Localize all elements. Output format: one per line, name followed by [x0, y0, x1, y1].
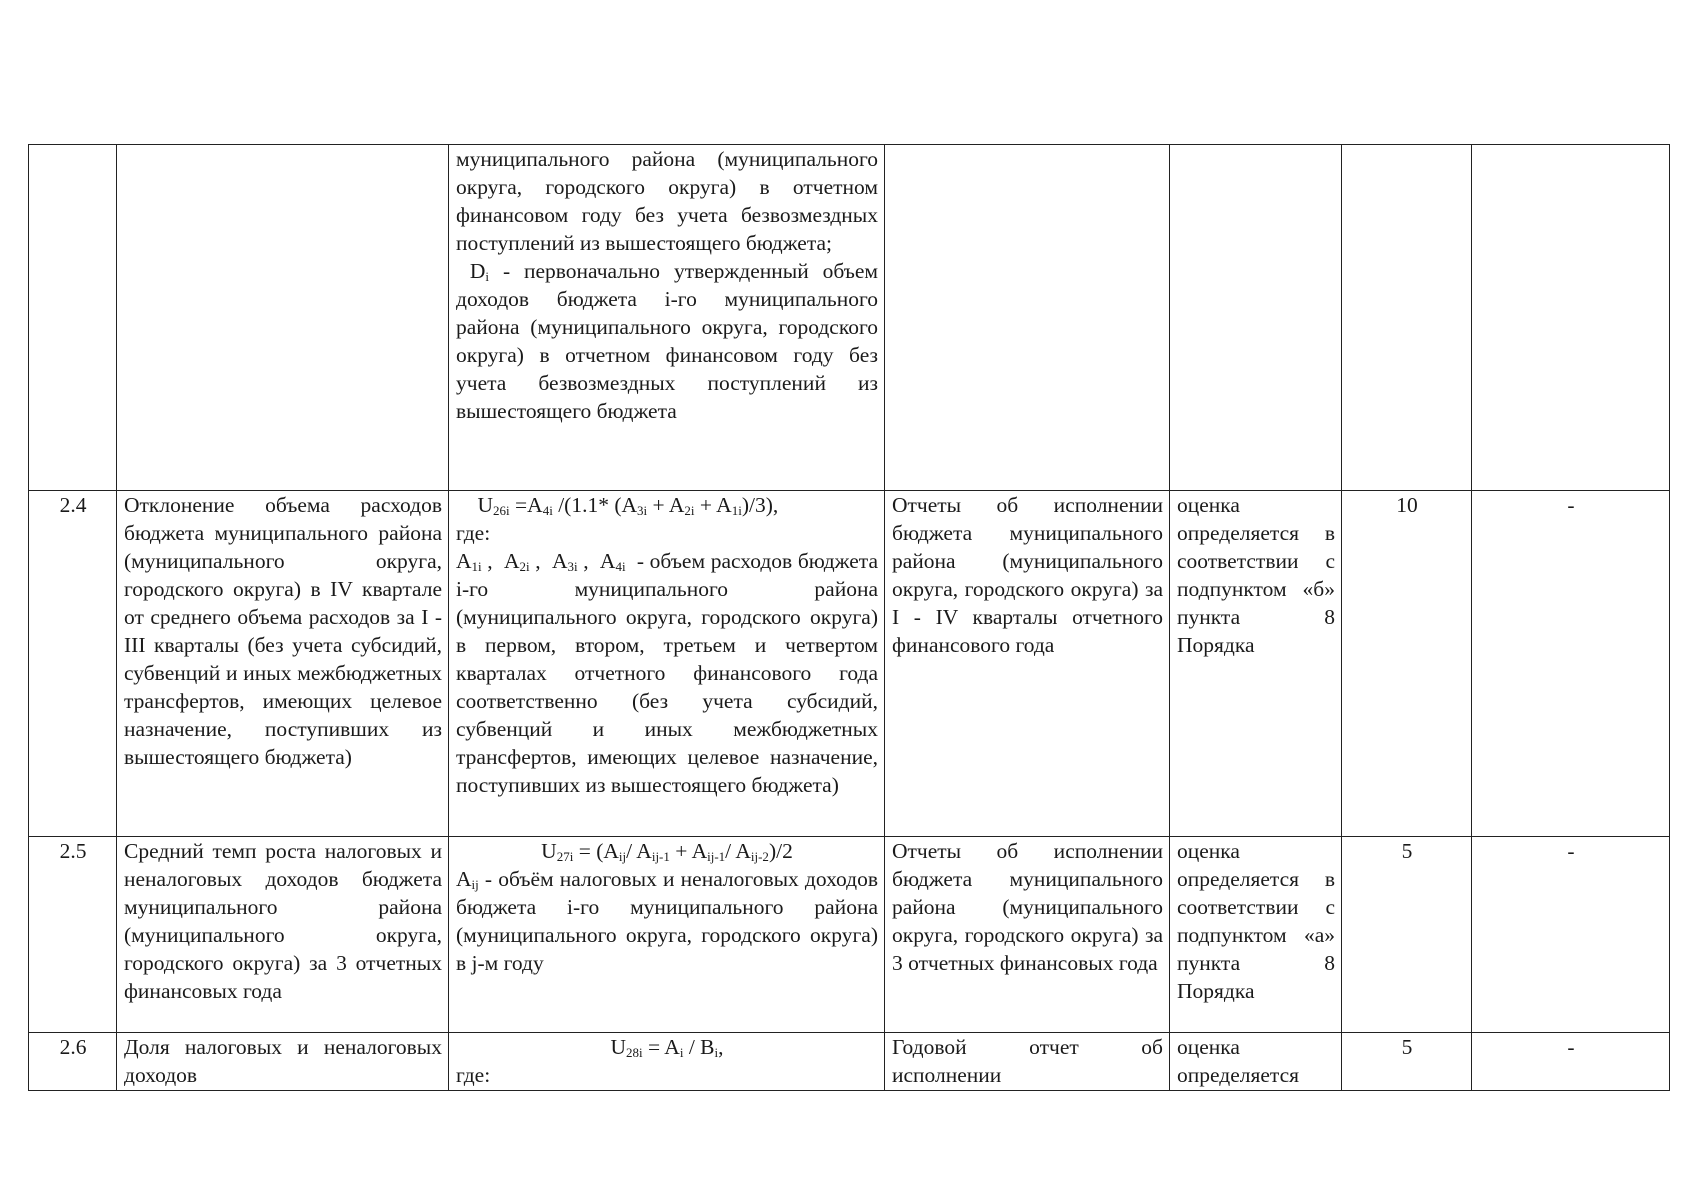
extra-value: -: [1472, 1033, 1670, 1091]
weight: 5: [1342, 837, 1472, 1033]
data-source: [885, 145, 1170, 491]
formula: $U_{27i} = (A_{ij}/$ $A_{ij-1} + A_{ij-1}/$ $A_{ij-2})/2$: [541, 839, 793, 864]
data-source: Годовой отчет об исполнении: [885, 1033, 1170, 1091]
extra-value: [1472, 145, 1670, 491]
table-row: [29, 491, 1670, 837]
formula-where: где:: [456, 1063, 491, 1087]
indicator-name: Доля налоговых и неналоговых доходов: [117, 1033, 449, 1091]
data-source: Отчеты об исполнении бюджета муниципального района (муниципального округа, городского округа) за I - IV кварталы отчетного финансового года: [885, 491, 1170, 837]
table-row: [29, 145, 1670, 491]
row-number: 2.4: [29, 491, 117, 837]
method-paragraph: $A_{1i}$ , $A_{2i}$ , $A_{3i}$ , $A_{4i}$ - объем расходов бюджета i-го муниципального района (муниципального округа, городского округа) в первом, втором, третьем и четвертом кварталах отчетного финансового года соответственно (без учета субсидий, субвенций и иных межбюджетных трансфертов, имеющих целевое назначение, поступивших из вышестоящего бюджета): [456, 549, 878, 797]
variable-symbol: A: [456, 867, 472, 891]
variable-subscript: ij: [471, 877, 479, 892]
row-number: 2.5: [29, 837, 117, 1033]
weight: 5: [1342, 1033, 1472, 1091]
variable-symbol: D: [469, 259, 486, 283]
method-paragraph: муниципального района (муниципального округа, городского округа) в отчетном финансовом году без учета безвозмездных поступлений из вышестоящего бюджета;: [456, 147, 878, 255]
table-row: [29, 837, 1670, 1033]
indicators-table: [28, 144, 1670, 1091]
evaluation-rule: оценка определяется в соответствии с подпунктом «б» пункта 8 Порядка: [1170, 491, 1342, 837]
variable-definition: - первоначально утвержденный объем доходов бюджета i-го муниципального района (муниципального округа, городского округа) в отчетном финансовом году без учета безвозмездных поступлений из вышестоящего бюджета: [456, 259, 879, 423]
evaluation-rule: [1170, 145, 1342, 491]
indicator-name: Отклонение объема расходов бюджета муниципального района (муниципального округа, городского округа) в IV квартале от среднего объема расходов за I - III кварталы (без учета субсидий, субвенций и иных межбюджетных трансфертов, имеющих целевое назначение, поступивших из вышестоящего бюджета): [117, 491, 449, 837]
variable-subscript: i: [485, 269, 490, 284]
calculation-method: [449, 491, 885, 837]
indicator-name: [117, 145, 449, 491]
calculation-method: [449, 837, 885, 1033]
formula-where: где:: [456, 521, 491, 545]
data-source: Отчеты об исполнении бюджета муниципального района (муниципального округа, городского округа) за 3 отчетных финансовых года: [885, 837, 1170, 1033]
indicator-name: Средний темп роста налоговых и неналоговых доходов бюджета муниципального района (муниципального округа, городского округа) за 3 отчетных финансовых года: [117, 837, 449, 1033]
calculation-method: [449, 1033, 885, 1091]
weight: [1342, 145, 1472, 491]
variable-definition: - объем расходов бюджета i-го муниципального района (муниципального округа, городского округа) в первом, втором, третьем и четвертом кварталах отчетного финансового года соответственно (без учета субсидий, субвенций и иных межбюджетных трансфертов, имеющих целевое назначение, поступивших из вышестоящего бюджета): [456, 549, 878, 797]
calculation-method: [449, 145, 885, 491]
method-paragraph: [456, 865, 878, 977]
formula: $U_{26i} =A_{4i}$ /(1.1* $(A_{3i} + A_{2i} + A_{1i})/3$),: [456, 493, 779, 518]
row-number: [29, 145, 117, 491]
row-number: 2.6: [29, 1033, 117, 1091]
evaluation-rule: оценка определяется: [1170, 1033, 1342, 1091]
table-row: [29, 1033, 1670, 1091]
formula: $U_{28i} = A_i / B_i$,: [610, 1035, 724, 1060]
variable-definition: - объём налоговых и неналоговых доходов бюджета i-го муниципального района (муниципального округа, городского округа) в j-м году: [456, 867, 878, 975]
evaluation-rule: оценка определяется в соответствии с подпунктом «а» пункта 8 Порядка: [1170, 837, 1342, 1033]
extra-value: -: [1472, 491, 1670, 837]
extra-value: -: [1472, 837, 1670, 1033]
weight: 10: [1342, 491, 1472, 837]
method-paragraph: [456, 257, 878, 425]
